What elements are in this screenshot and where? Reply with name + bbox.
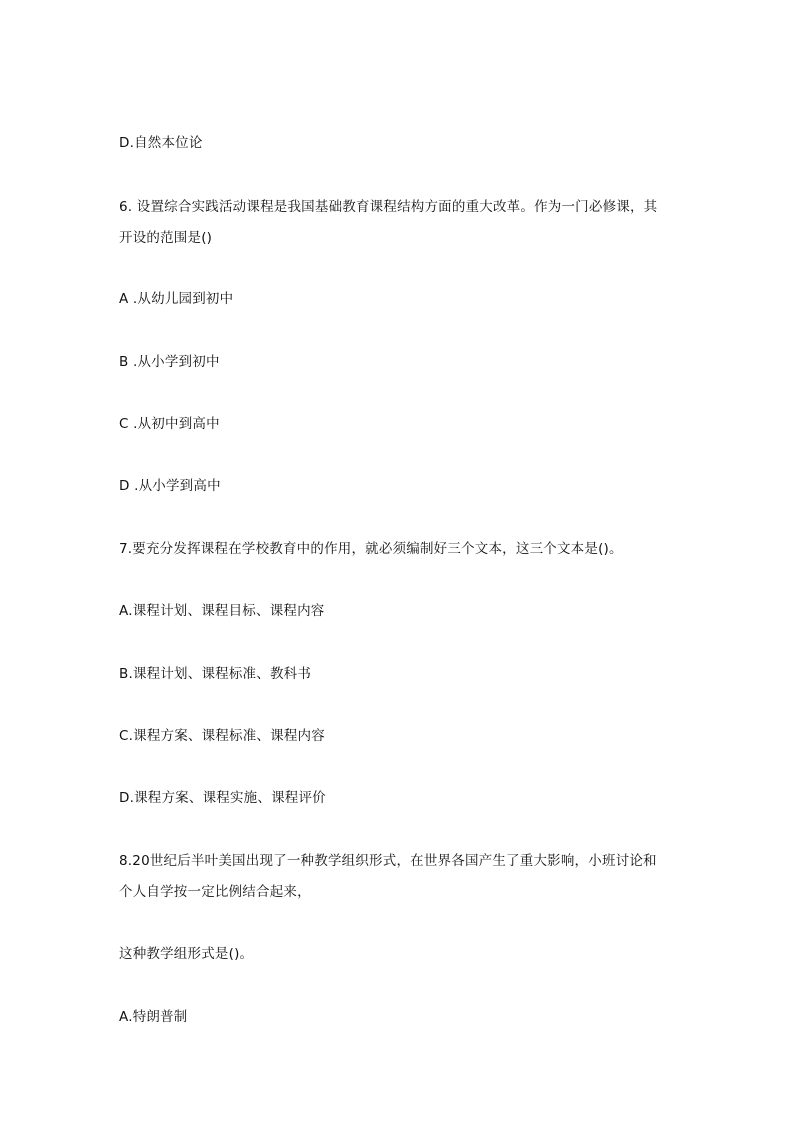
question-8-line-3: 这种教学组形式是()。 bbox=[119, 946, 254, 962]
option-a-q8: A.特朗普制 bbox=[119, 1009, 188, 1025]
option-a-q7: A.课程计划、课程目标、课程内容 bbox=[119, 603, 325, 619]
question-6-line-1: 6. 设置综合实践活动课程是我国基础教育课程结构方面的重大改革。作为一门必修课，其 bbox=[119, 199, 658, 215]
question-8-line-1: 8.20世纪后半叶美国出现了一种教学组织形式，在世界各国产生了重大影响，小班讨论和 bbox=[119, 853, 657, 869]
option-b-q6: B .从小学到初中 bbox=[119, 354, 220, 370]
option-c-q6: C .从初中到高中 bbox=[119, 416, 220, 432]
question-7: 7.要充分发挥课程在学校教育中的作用，就必须编制好三个文本，这三个文本是()。 bbox=[119, 541, 623, 557]
option-b-q7: B.课程计划、课程标准、教科书 bbox=[119, 666, 312, 682]
question-8-line-2: 个人自学按一定比例结合起来， bbox=[119, 884, 311, 900]
option-a-q6: A .从幼儿园到初中 bbox=[119, 291, 234, 307]
option-d-q6: D .从小学到高中 bbox=[119, 478, 221, 494]
option-d-q5: D.自然本位论 bbox=[119, 135, 203, 151]
option-c-q7: C.课程方案、课程标准、课程内容 bbox=[119, 728, 325, 744]
option-d-q7: D.课程方案、课程实施、课程评价 bbox=[119, 790, 326, 806]
question-6-line-2: 开设的范围是() bbox=[119, 230, 213, 246]
